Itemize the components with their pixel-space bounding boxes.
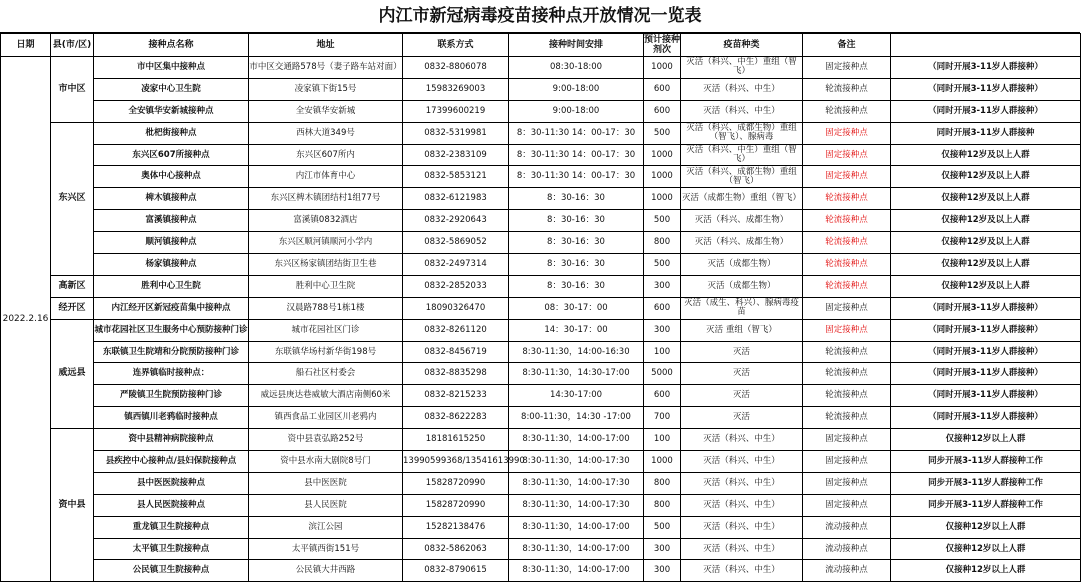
- vaccine-cell: 灭活（科兴、中生）: [681, 516, 803, 538]
- phone-cell: 15828720990: [403, 494, 509, 516]
- table-row: [1, 538, 1081, 560]
- note-cell: 仅接种12岁及以上人群: [891, 232, 1081, 254]
- header-doses: 预计接种剂次: [644, 35, 681, 55]
- address-cell: 凌家镇下街15号: [249, 78, 403, 100]
- note-cell: 同时开展3-11岁人群接种: [891, 122, 1081, 144]
- address-cell: 市中区交通路578号（妻子路车站对面）: [249, 57, 403, 79]
- phone-cell: 0832-2852033: [403, 275, 509, 297]
- header-address: 地址: [249, 34, 403, 57]
- site-cell: 东兴区607所接种点: [94, 144, 249, 166]
- site-cell: 连界镇临时接种点：: [94, 363, 249, 385]
- table-row: [1, 319, 1081, 341]
- header-district: 县(市/区): [51, 34, 94, 57]
- type-cell: 固定接种点: [803, 166, 891, 188]
- district-cell: 威远县: [51, 319, 94, 428]
- doses-cell: 600: [644, 385, 681, 407]
- vaccine-cell: 灭活（科兴、中生）重组（智飞）: [681, 57, 803, 79]
- doses-cell: 300: [644, 560, 681, 582]
- note-cell: （同时开展3-11岁人群接种）: [891, 78, 1081, 100]
- table-row: [1, 166, 1081, 188]
- table-row: [1, 144, 1081, 166]
- vaccine-cell: 灭活（科兴、中生）: [681, 560, 803, 582]
- address-cell: 资中县袁弘路252号: [249, 429, 403, 451]
- page-title: 内江市新冠病毒疫苗接种点开放情况一览表: [0, 0, 1080, 33]
- vaccine-cell: 灭活（科兴、成都生物）: [681, 210, 803, 232]
- site-cell: 胜利中心卫生院: [94, 275, 249, 297]
- doses-cell: 1000: [644, 144, 681, 166]
- address-cell: 全安镇华安新城: [249, 100, 403, 122]
- site-cell: 县疾控中心接种点/县妇保院接种点: [94, 451, 249, 473]
- site-cell: 东联镇卫生院靖和分院预防接种门诊: [94, 341, 249, 363]
- phone-cell: 0832-8806078: [403, 57, 509, 79]
- time-cell: 8:30-11:30，14:00-17:30: [509, 451, 644, 473]
- doses-cell: 800: [644, 232, 681, 254]
- address-cell: 威远县庚达巷威敏大酒店南侧60米: [249, 385, 403, 407]
- doses-cell: 500: [644, 210, 681, 232]
- type-cell: 流动接种点: [803, 516, 891, 538]
- note-cell: 仅接种12岁以上人群: [891, 538, 1081, 560]
- time-cell: 8:30-11:30，14:00-17:30: [509, 494, 644, 516]
- phone-cell: 0832-5319981: [403, 122, 509, 144]
- type-cell: 轮流接种点: [803, 232, 891, 254]
- note-cell: 同步开展3-11岁人群接种工作: [891, 472, 1081, 494]
- vaccine-cell: 灭活（科兴、中生）: [681, 538, 803, 560]
- table-row: [1, 100, 1081, 122]
- time-cell: 8:00-11:30，14:30 -17:00: [509, 407, 644, 429]
- site-cell: 县中医医院接种点: [94, 472, 249, 494]
- vaccine-cell: 灭活（科兴、中生）: [681, 451, 803, 473]
- site-cell: 奥体中心接种点: [94, 166, 249, 188]
- type-cell: 固定接种点: [803, 429, 891, 451]
- vaccine-cell: 灭活（科兴、中生）: [681, 100, 803, 122]
- address-cell: 富溪镇0832酒店: [249, 210, 403, 232]
- note-cell: （同时开展3-11岁人群接种）: [891, 297, 1081, 319]
- type-cell: 流动接种点: [803, 538, 891, 560]
- vaccine-cell: 灭活 重组（智飞）: [681, 319, 803, 341]
- table-row: [1, 363, 1081, 385]
- note-cell: 仅接种12岁及以上人群: [891, 166, 1081, 188]
- time-cell: 8:30-11:30，14:00-17:00: [509, 560, 644, 582]
- address-cell: 太平镇西街151号: [249, 538, 403, 560]
- phone-cell: 0832-8215233: [403, 385, 509, 407]
- address-cell: 资中县水南大剧院8号门: [249, 451, 403, 473]
- phone-cell: 0832-2497314: [403, 254, 509, 276]
- phone-cell: 17399600219: [403, 100, 509, 122]
- phone-cell: 15828720990: [403, 472, 509, 494]
- vaccine-cell: 灭活: [681, 363, 803, 385]
- site-cell: 太平镇卫生院接种点: [94, 538, 249, 560]
- time-cell: 14：30-17：00: [509, 319, 644, 341]
- header-note: [891, 34, 1081, 57]
- table-row: [1, 210, 1081, 232]
- note-cell: 仅接种12岁以上人群: [891, 560, 1081, 582]
- site-cell: 资中县精神病院接种点: [94, 429, 249, 451]
- district-cell: 高新区: [51, 275, 94, 297]
- type-cell: 轮流接种点: [803, 385, 891, 407]
- note-cell: 同步开展3-11岁人群接种工作: [891, 494, 1081, 516]
- phone-cell: 0832-8456719: [403, 341, 509, 363]
- type-cell: 轮流接种点: [803, 78, 891, 100]
- header-site: 接种点名称: [94, 34, 249, 57]
- type-cell: 固定接种点: [803, 122, 891, 144]
- note-cell: 仅接种12岁及以上人群: [891, 275, 1081, 297]
- note-cell: 仅接种12岁以上人群: [891, 516, 1081, 538]
- header-phone: 联系方式: [403, 34, 509, 57]
- phone-cell: 18090326470: [403, 297, 509, 319]
- doses-cell: 800: [644, 472, 681, 494]
- table-row: [1, 494, 1081, 516]
- table-row: [1, 275, 1081, 297]
- doses-cell: 500: [644, 254, 681, 276]
- table-row: [1, 385, 1081, 407]
- note-cell: （同时开展3-11岁人群接种）: [891, 385, 1081, 407]
- time-cell: 8：30-11:30 14：00-17：30: [509, 144, 644, 166]
- address-cell: 县中医医院: [249, 472, 403, 494]
- doses-cell: 300: [644, 319, 681, 341]
- address-cell: 东兴区椑木镇团结村1组77号: [249, 188, 403, 210]
- vaccine-cell: 灭活（科兴、中生）: [681, 472, 803, 494]
- table-row: [1, 254, 1081, 276]
- address-cell: 公民镇大井西路: [249, 560, 403, 582]
- phone-cell: 0832-8622283: [403, 407, 509, 429]
- table-body: [1, 57, 1081, 582]
- vaccine-cell: 灭活: [681, 407, 803, 429]
- type-cell: 轮流接种点: [803, 254, 891, 276]
- doses-cell: 1000: [644, 166, 681, 188]
- address-cell: 船石社区村委会: [249, 363, 403, 385]
- phone-cell: 0832-8261120: [403, 319, 509, 341]
- header-vaccine: 疫苗种类: [681, 34, 803, 57]
- type-cell: 固定接种点: [803, 472, 891, 494]
- vaccine-cell: 灭活: [681, 341, 803, 363]
- doses-cell: 600: [644, 100, 681, 122]
- note-cell: （同时开展3-11岁人群接种）: [891, 407, 1081, 429]
- table-row: [1, 232, 1081, 254]
- doses-cell: 500: [644, 122, 681, 144]
- district-cell: 资中县: [51, 429, 94, 582]
- type-cell: 固定接种点: [803, 57, 891, 79]
- district-cell: 东兴区: [51, 122, 94, 275]
- header-type: 备注: [803, 34, 891, 57]
- phone-cell: 18181615250: [403, 429, 509, 451]
- doses-cell: 100: [644, 429, 681, 451]
- district-cell: 市中区: [51, 57, 94, 123]
- site-cell: 椑木镇接种点: [94, 188, 249, 210]
- doses-cell: 800: [644, 494, 681, 516]
- phone-cell: 0832-5853121: [403, 166, 509, 188]
- type-cell: 轮流接种点: [803, 407, 891, 429]
- time-cell: 8：30-11:30 14：00-17：30: [509, 122, 644, 144]
- phone-cell: 0832-5869052: [403, 232, 509, 254]
- type-cell: 固定接种点: [803, 451, 891, 473]
- vaccine-cell: 灭活: [681, 385, 803, 407]
- table-row: [1, 57, 1081, 79]
- phone-cell: 0832-8835298: [403, 363, 509, 385]
- doses-cell: 1000: [644, 451, 681, 473]
- note-cell: （同时开展3-11岁人群接种）: [891, 100, 1081, 122]
- site-cell: 枇杷街接种点: [94, 122, 249, 144]
- time-cell: 14:30-17:00: [509, 385, 644, 407]
- site-cell: 县人民医院接种点: [94, 494, 249, 516]
- district-cell: 经开区: [51, 297, 94, 319]
- table-row: [1, 297, 1081, 319]
- time-cell: 8:30-11:30，14:00-17:00: [509, 429, 644, 451]
- site-cell: 凌家中心卫生院: [94, 78, 249, 100]
- vaccine-cell: 灭活（成都生物）: [681, 275, 803, 297]
- time-cell: 8:30-11:30，14:30-17:00: [509, 363, 644, 385]
- time-cell: 08：30-17：00: [509, 297, 644, 319]
- vaccine-cell: 灭活（科兴、成都生物）: [681, 232, 803, 254]
- time-cell: 08:30-18:00: [509, 57, 644, 79]
- type-cell: 轮流接种点: [803, 100, 891, 122]
- phone-cell: 15983269003: [403, 78, 509, 100]
- note-cell: 仅接种12岁及以上人群: [891, 144, 1081, 166]
- note-cell: 仅接种12岁及以上人群: [891, 254, 1081, 276]
- date-cell: 2022.2.16: [1, 57, 51, 582]
- note-cell: 同步开展3-11岁人群接种工作: [891, 451, 1081, 473]
- table-row: [1, 451, 1081, 473]
- table-row: [1, 78, 1081, 100]
- type-cell: 轮流接种点: [803, 275, 891, 297]
- vaccine-cell: 灭活（科兴、中生）: [681, 494, 803, 516]
- phone-cell: 13990599368/13541613990: [403, 451, 509, 473]
- time-cell: 8:30-11:30，14:00-17:00: [509, 538, 644, 560]
- note-cell: （同时开展3-11岁人群接种）: [891, 57, 1081, 79]
- doses-cell: 1000: [644, 188, 681, 210]
- time-cell: 8：30-16：30: [509, 254, 644, 276]
- address-cell: 内江市体育中心: [249, 166, 403, 188]
- time-cell: 8：30-16：30: [509, 275, 644, 297]
- address-cell: 胜利中心卫生院: [249, 275, 403, 297]
- table-row: [1, 429, 1081, 451]
- vaccine-cell: 灭活（成都生物）重组（智飞）: [681, 188, 803, 210]
- doses-cell: 600: [644, 78, 681, 100]
- note-cell: （同时开展3-11岁人群接种）: [891, 363, 1081, 385]
- table-row: [1, 122, 1081, 144]
- time-cell: 8：30-16：30: [509, 232, 644, 254]
- phone-cell: 0832-2383109: [403, 144, 509, 166]
- time-cell: 8：30-16：30: [509, 188, 644, 210]
- vaccination-sites-table: [0, 33, 1081, 582]
- address-cell: 镇西食品工业园区川老鸦内: [249, 407, 403, 429]
- site-cell: 市中区集中接种点: [94, 57, 249, 79]
- site-cell: 富溪镇接种点: [94, 210, 249, 232]
- address-cell: 汉晨路788号1栋1楼: [249, 297, 403, 319]
- site-cell: 杨家镇接种点: [94, 254, 249, 276]
- address-cell: 城市花园社区门诊: [249, 319, 403, 341]
- phone-cell: 0832-5862063: [403, 538, 509, 560]
- type-cell: 固定接种点: [803, 319, 891, 341]
- table-row: [1, 560, 1081, 582]
- address-cell: 东联镇华场村新华街198号: [249, 341, 403, 363]
- vaccine-cell: 灭活（科兴、成都生物）重组（智飞）: [681, 166, 803, 188]
- type-cell: 轮流接种点: [803, 341, 891, 363]
- address-cell: 滨江公园: [249, 516, 403, 538]
- table-row: [1, 407, 1081, 429]
- type-cell: 固定接种点: [803, 144, 891, 166]
- site-cell: 顺河镇接种点: [94, 232, 249, 254]
- time-cell: 8:30-11:30，14:00-16:30: [509, 341, 644, 363]
- site-cell: 镇西镇川老鸦临时接种点: [94, 407, 249, 429]
- time-cell: 8:30-11:30，14:00-17:30: [509, 472, 644, 494]
- site-cell: 全安镇华安新城接种点: [94, 100, 249, 122]
- site-cell: 公民镇卫生院接种点: [94, 560, 249, 582]
- phone-cell: 0832-8790615: [403, 560, 509, 582]
- doses-cell: 500: [644, 516, 681, 538]
- note-cell: 仅接种12岁及以上人群: [891, 210, 1081, 232]
- site-cell: 严陵镇卫生院预防接种门诊: [94, 385, 249, 407]
- doses-cell: 1000: [644, 57, 681, 79]
- type-cell: 固定接种点: [803, 297, 891, 319]
- doses-cell: 700: [644, 407, 681, 429]
- doses-cell: 600: [644, 297, 681, 319]
- site-cell: 城市花园社区卫生服务中心预防接种门诊: [94, 319, 249, 341]
- phone-cell: 0832-2920643: [403, 210, 509, 232]
- vaccine-cell: 灭活（成都生物）: [681, 254, 803, 276]
- doses-cell: 5000: [644, 363, 681, 385]
- address-cell: 东兴区顺河镇顺河小学内: [249, 232, 403, 254]
- doses-cell: 300: [644, 538, 681, 560]
- note-cell: （同时开展3-11岁人群接种）: [891, 319, 1081, 341]
- type-cell: 流动接种点: [803, 560, 891, 582]
- type-cell: 轮流接种点: [803, 188, 891, 210]
- table-row: [1, 472, 1081, 494]
- address-cell: 西林大道349号: [249, 122, 403, 144]
- table-row: [1, 188, 1081, 210]
- header-time: 接种时间安排: [509, 34, 644, 57]
- vaccine-cell: 灭活（成生、科兴）、腺病毒疫苗: [681, 297, 803, 319]
- note-cell: 仅接种12岁以上人群: [891, 429, 1081, 451]
- vaccine-cell: 灭活（科兴、中生）: [681, 429, 803, 451]
- time-cell: 8：30-11:30 14：00-17：30: [509, 166, 644, 188]
- site-cell: 重龙镇卫生院接种点: [94, 516, 249, 538]
- time-cell: 8:30-11:30，14:00-17:00: [509, 516, 644, 538]
- address-cell: 东兴区杨家镇团结街卫生巷: [249, 254, 403, 276]
- address-cell: 县人民医院: [249, 494, 403, 516]
- time-cell: 9:00-18:00: [509, 100, 644, 122]
- address-cell: 东兴区607所内: [249, 144, 403, 166]
- table-header-row: [1, 34, 1081, 57]
- type-cell: 轮流接种点: [803, 210, 891, 232]
- site-cell: 内江经开区新冠疫苗集中接种点: [94, 297, 249, 319]
- note-cell: 仅接种12岁及以上人群: [891, 188, 1081, 210]
- phone-cell: 0832-6121983: [403, 188, 509, 210]
- table-row: [1, 341, 1081, 363]
- header-date: 日期: [1, 34, 51, 57]
- doses-cell: 100: [644, 341, 681, 363]
- vaccine-cell: 灭活（科兴、成都生物）重组（智飞）、腺病毒: [681, 122, 803, 144]
- note-cell: （同时开展3-11岁人群接种）: [891, 341, 1081, 363]
- doses-cell: 300: [644, 275, 681, 297]
- time-cell: 9:00-18:00: [509, 78, 644, 100]
- vaccine-cell: 灭活（科兴、中生）: [681, 78, 803, 100]
- type-cell: 固定接种点: [803, 494, 891, 516]
- type-cell: 轮流接种点: [803, 363, 891, 385]
- vaccine-cell: 灭活（科兴、中生）重组（智飞）: [681, 144, 803, 166]
- phone-cell: 15282138476: [403, 516, 509, 538]
- table-row: [1, 516, 1081, 538]
- time-cell: 8：30-16：30: [509, 210, 644, 232]
